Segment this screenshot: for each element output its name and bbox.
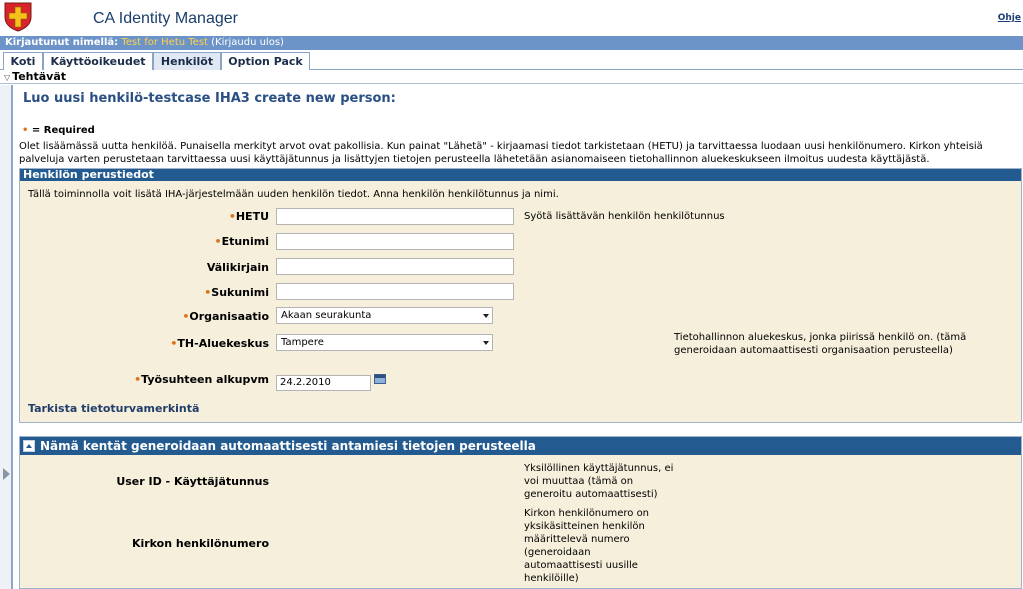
required-note: [22, 125, 95, 136]
etunimi-input[interactable]: [276, 233, 514, 250]
logout-link[interactable]: (Kirjaudu ulos): [211, 37, 284, 48]
generated-fields-title: Nämä kentät generoidaan automaattisesti antamiesi tietojen perusteella: [40, 439, 536, 453]
user-id-hint: Yksilöllinen käyttäjätunnus, ei voi muuttaa (tämä on generoitu automaattisesti): [524, 463, 674, 500]
page-title: Luo uusi henkilö-testcase IHA3 create new person:: [23, 91, 396, 106]
henkilonumero-label: Kirkon henkilönumero: [131, 537, 269, 550]
intro-text: Olet lisäämässä uutta henkilöä. Punaisella merkityt arvot ovat pakollisia. Kun painat "Lähetä" - kirjaamasi tiedot tarkistetaan (HETU) ja tarvittaessa luodaan uusi henkilönumero. Kirkon yhteisiä palveluja varten perustetaan tarvittaessa uusi käyttäjätunnus ja lisättyjen tietojen perusteella lähetetään asianomaiseen tietohallinnon aluekeskukseen ilmoitus uudesta käyttäjästä.: [19, 141, 983, 165]
app-header: [0, 0, 1023, 36]
calendar-icon[interactable]: [374, 374, 386, 384]
henkilonumero-hint: Kirkon henkilönumero on yksikäsitteinen henkilön määrittelevä numero (generoidaan automaattisesti uusille henkilöille): [524, 508, 650, 584]
church-logo-icon: [4, 2, 32, 32]
tab-option-pack[interactable]: Option Pack: [221, 52, 310, 70]
tasks-toggle[interactable]: [0, 70, 1023, 84]
dropdown-arrow-icon: [483, 341, 489, 345]
required-dot-icon: •: [22, 125, 29, 136]
main-tabs: [0, 50, 1023, 70]
generated-fields-header: [20, 437, 1021, 455]
hetu-input[interactable]: [276, 208, 514, 225]
login-bar: [0, 36, 1023, 50]
organisaatio-label: •Organisaatio: [182, 310, 269, 323]
task-panel-strip[interactable]: [0, 85, 13, 589]
th-aluekeskus-selected: Tampere: [281, 337, 324, 348]
valikirjain-input[interactable]: [276, 258, 514, 275]
tab-henkilot[interactable]: Henkilöt: [153, 52, 221, 70]
sukunimi-label: •Sukunimi: [204, 286, 269, 299]
expand-arrow-icon[interactable]: [3, 468, 10, 480]
dropdown-arrow-icon: [483, 314, 489, 318]
th-aluekeskus-hint: Tietohallinnon aluekeskus, jonka piirissä henkilö on. (tämä generoidaan automaattisesti organisaation perusteella): [674, 332, 967, 356]
alkupvm-input[interactable]: 24.2.2010: [276, 375, 371, 391]
tab-koti[interactable]: Koti: [3, 52, 43, 70]
etunimi-label: •Etunimi: [214, 235, 269, 248]
logged-in-label: Kirjautunut nimellä:: [5, 37, 119, 48]
basic-info-header: Henkilön perustiedot: [20, 169, 1021, 181]
hetu-hint: Syötä lisättävän henkilön henkilötunnus: [524, 211, 725, 222]
collapse-triangle-icon: ▽: [4, 73, 11, 82]
help-link[interactable]: Ohje: [997, 13, 1021, 23]
required-note-text: = Required: [31, 125, 95, 136]
basic-info-description: Tällä toiminnolla voit lisätä IHA-järjestelmään uuden henkilön tiedot. Anna henkilön henkilötunnus ja nimi.: [28, 189, 559, 200]
tab-kayttooikeudet[interactable]: Käyttöoikeudet: [43, 52, 153, 70]
alkupvm-label: •Työsuhteen alkupvm: [134, 373, 269, 386]
th-aluekeskus-select[interactable]: [276, 334, 493, 351]
tasks-label: Tehtävät: [12, 70, 67, 83]
generated-fields-section: [19, 436, 1022, 589]
logged-in-user: Test for Hetu Test: [121, 37, 208, 48]
organisaatio-select[interactable]: [276, 307, 493, 324]
collapse-icon[interactable]: [23, 440, 35, 452]
organisaatio-selected: Akaan seurakunta: [281, 310, 372, 321]
security-check-link[interactable]: Tarkista tietoturvamerkintä: [28, 402, 200, 415]
th-aluekeskus-label: •TH-Aluekeskus: [170, 337, 269, 350]
valikirjain-label: Välikirjain: [206, 261, 269, 274]
sukunimi-input[interactable]: [276, 283, 514, 300]
user-id-label: User ID - Käyttäjätunnus: [116, 475, 269, 488]
app-title: CA Identity Manager: [93, 10, 238, 27]
basic-info-section: [19, 168, 1022, 423]
hetu-label: •HETU: [228, 210, 269, 223]
